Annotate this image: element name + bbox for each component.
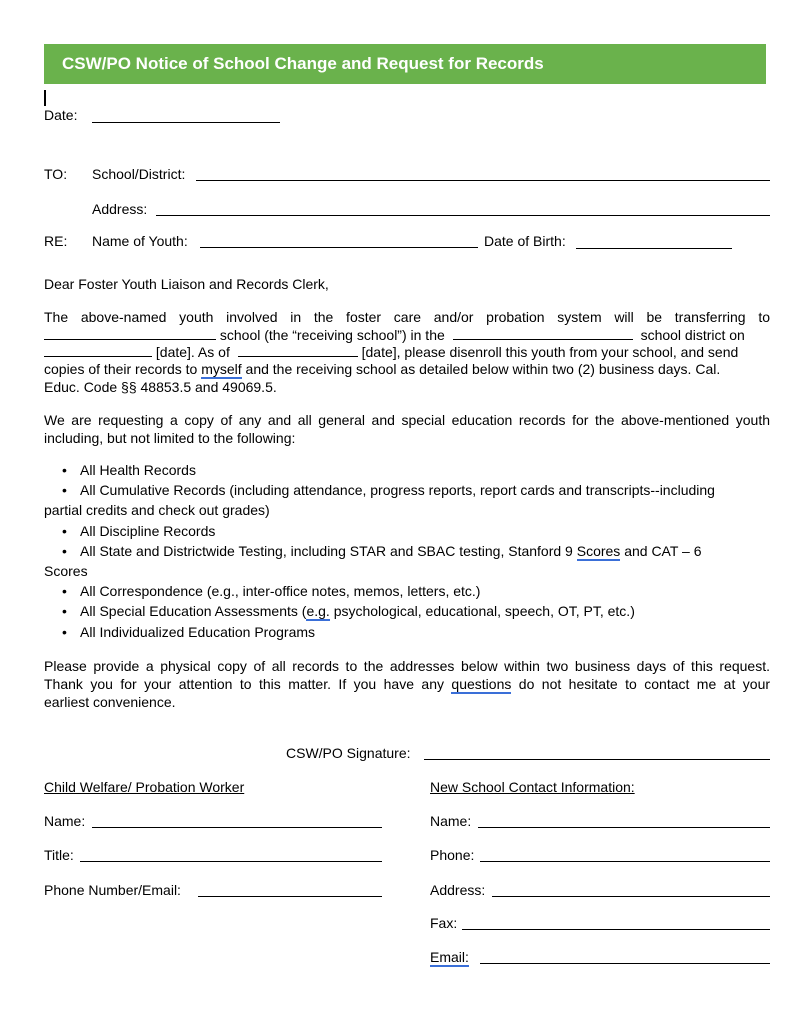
para1-line3: [date]. As of [date], please disenroll this youth from your school, and send [44, 344, 770, 360]
para3-line3: earliest convenience. [44, 694, 176, 710]
para2: We are requesting a copy of any and all general and special education records for the above-mentioned youth including, but not limited to the following: [44, 412, 770, 446]
spellcheck-eg: e.g. [306, 603, 330, 620]
salutation: Dear Foster Youth Liaison and Records Clerk, [44, 276, 329, 292]
para3-line1: Please provide a physical copy of all records to the addresses below within two business days of this request. [44, 658, 770, 674]
right-name-label: Name: [430, 813, 472, 829]
list-item: • All Special Education Assessments (e.g. psychological, educational, speech, OT, PT, etc.) [62, 603, 635, 620]
date-field[interactable] [92, 122, 280, 123]
right-fax-label: Fax: [430, 915, 458, 931]
school-district-label: School/District: [92, 166, 186, 182]
spellcheck-scores: Scores [576, 542, 621, 559]
name-of-youth-label: Name of Youth: [92, 233, 188, 249]
records-list [44, 460, 770, 642]
district-blank[interactable] [453, 327, 633, 340]
receiving-school-blank[interactable] [44, 327, 216, 340]
para1-line4: copies of their records to myself and the receiving school as detailed below within two (2) business days. Cal. [44, 361, 721, 377]
right-address-field[interactable] [492, 896, 770, 897]
dob-label: Date of Birth: [484, 233, 566, 249]
signature-label: CSW/PO Signature: [286, 745, 411, 761]
right-email-label: Email: [430, 949, 469, 965]
list-item: • All Cumulative Records (including attendance, progress reports, report cards and transcripts--including partial credits and check out grades) [44, 482, 715, 519]
right-name-field[interactable] [478, 827, 770, 828]
list-item: • All State and Districtwide Testing, including STAR and SBAC testing, Stanford 9 Scores and CAT – 6 Scores [44, 542, 702, 580]
left-title-field[interactable] [80, 861, 382, 862]
text-cursor [44, 90, 46, 106]
re-label: RE: [44, 233, 68, 249]
left-name-label: Name: [44, 813, 86, 829]
to-label: TO: [44, 166, 68, 182]
list-item: • All Individualized Education Programs [62, 623, 316, 640]
para1-line2: school (the “receiving school”) in the school district on [44, 327, 770, 343]
right-fax-field[interactable] [462, 929, 770, 930]
left-phone-email-label: Phone Number/Email: [44, 882, 181, 898]
left-column-heading: Child Welfare/ Probation Worker [44, 779, 245, 795]
right-address-label: Address: [430, 882, 486, 898]
right-phone-label: Phone: [430, 847, 475, 863]
right-phone-field[interactable] [480, 861, 770, 862]
right-column-heading: New School Contact Information: [430, 779, 635, 795]
address-label: Address: [92, 201, 148, 217]
list-item: • All Health Records [62, 462, 196, 478]
left-name-field[interactable] [92, 827, 382, 828]
document-title: CSW/PO Notice of School Change and Request for Records [44, 44, 766, 84]
left-title-label: Title: [44, 847, 74, 863]
spellcheck-questions: questions [451, 676, 512, 692]
transfer-date-blank[interactable] [44, 344, 152, 357]
right-email-field[interactable] [480, 963, 770, 964]
para1-line5: Educ. Code §§ 48853.5 and 49069.5. [44, 379, 277, 395]
name-of-youth-field[interactable] [200, 247, 478, 248]
left-phone-email-field[interactable] [198, 896, 382, 897]
address-field[interactable] [156, 215, 770, 216]
school-district-field[interactable] [196, 180, 770, 181]
para3-line2: Thank you for your attention to this matter. If you have any questions do not hesitate to contact me at your [44, 676, 771, 692]
list-item: • All Correspondence (e.g., inter-office notes, memos, letters, etc.) [62, 583, 481, 600]
list-item: • All Discipline Records [62, 522, 216, 539]
disenroll-date-blank[interactable] [238, 344, 358, 357]
dob-field[interactable] [576, 248, 732, 249]
date-label: Date: [44, 107, 78, 123]
signature-field[interactable] [424, 759, 770, 760]
para1-line1: The above-named youth involved in the foster care and/or probation system will be transferring to [44, 309, 770, 325]
spellcheck-myself: myself [201, 361, 242, 377]
